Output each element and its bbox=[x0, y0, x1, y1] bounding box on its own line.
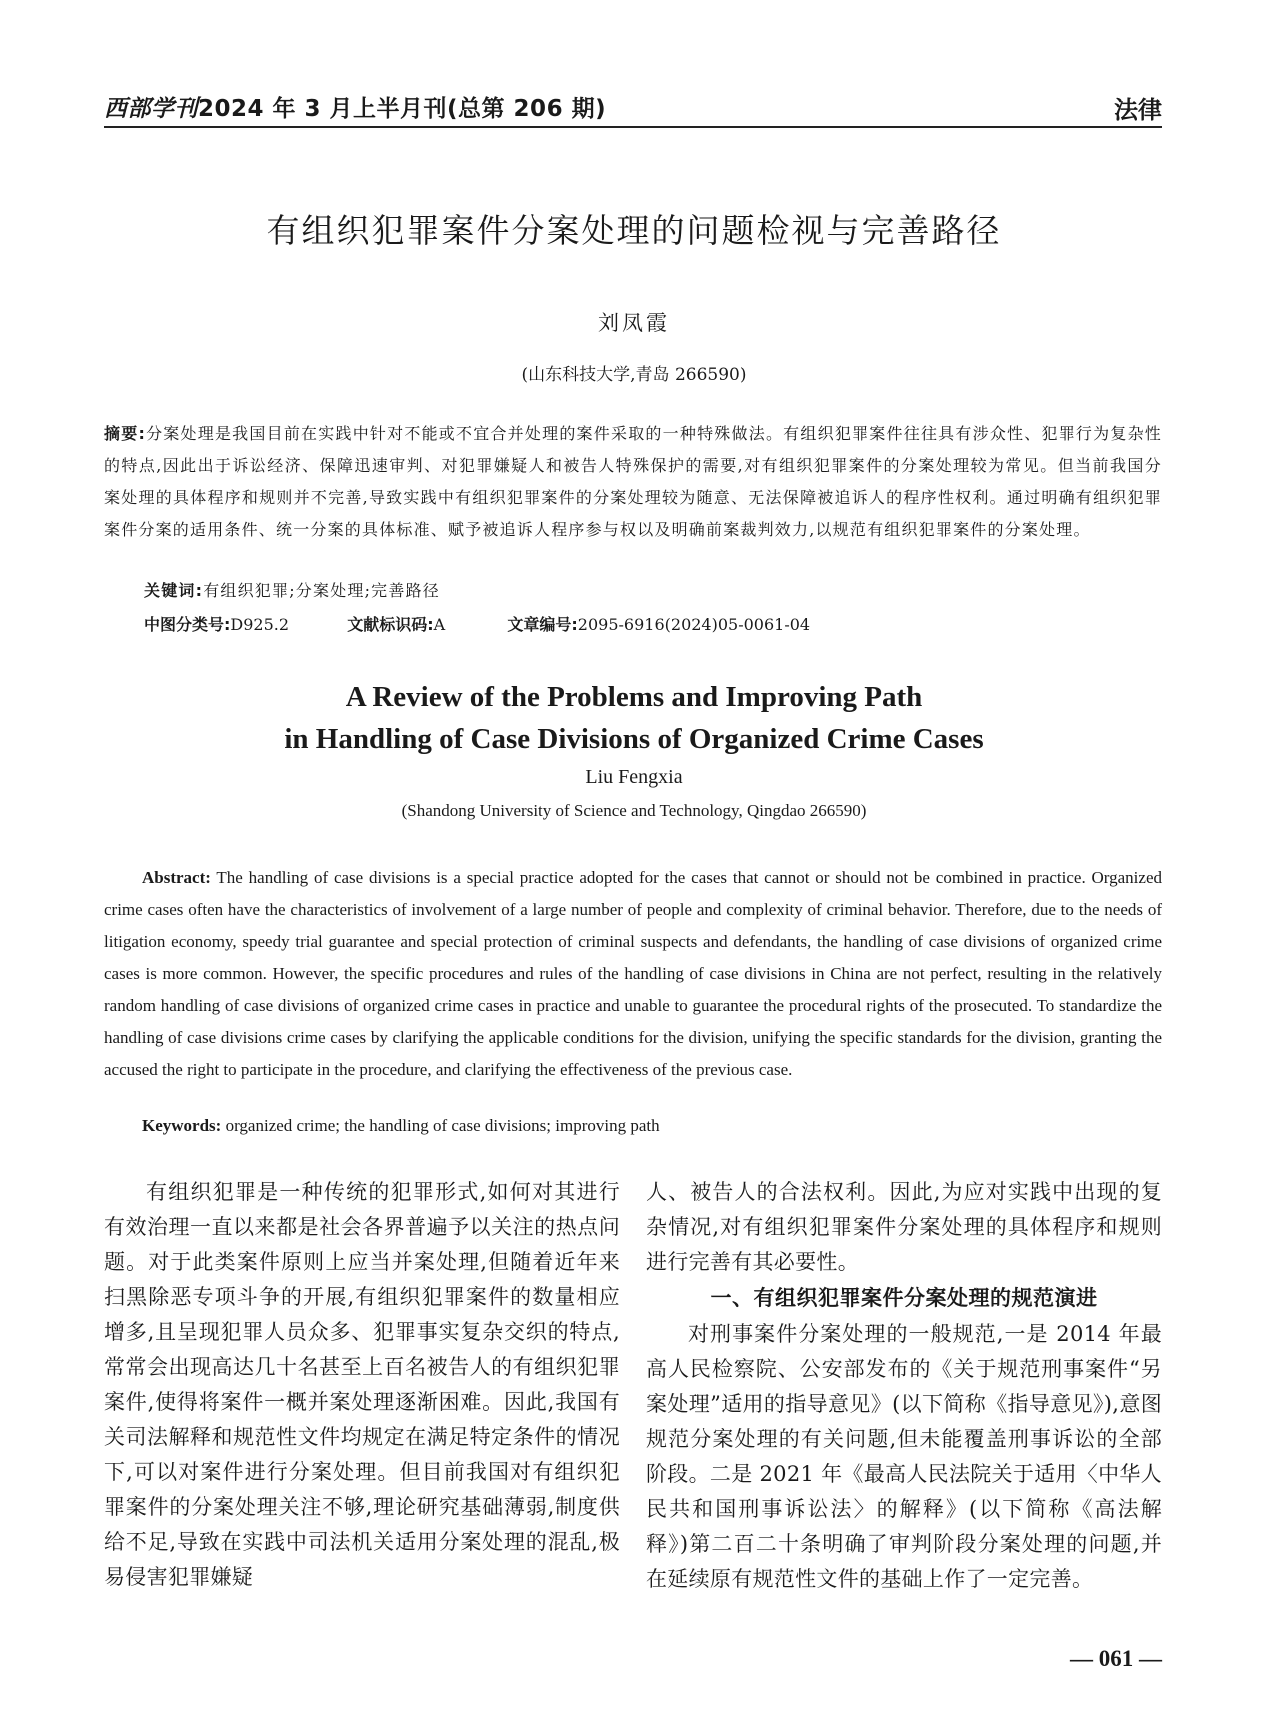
english-title bbox=[0, 676, 1268, 760]
page-number: — 061 — bbox=[1070, 1646, 1162, 1671]
chinese-keywords-label: 关键词: bbox=[144, 581, 204, 600]
doc-code-label: 文献标识码: bbox=[347, 615, 434, 634]
header-divider bbox=[104, 126, 1162, 128]
english-abstract-text: The handling of case divisions is a special practice adopted for the cases that cannot or should not be combined in practice. Organized crime cases often have the characteristics of involvement of a large number of people and complexity of criminal behavior. Therefore, due to the needs of litigation economy, speedy trial guarantee and special protection of criminal suspects and defendants, the handling of case divisions of organized crime cases is more common. However, the specific procedures and rules of the handling of case divisions in China are not perfect, resulting in the relatively random handling of case divisions of organized crime cases in practice and unable to guarantee the procedural rights of the prosecuted. To standardize the handling of case divisions crime cases by clarifying the applicable conditions for the division, unifying the specific standards for the division, granting the accused the right to participate in the procedure, and clarifying the effectiveness of the previous case. bbox=[104, 868, 1162, 1079]
body-column-right bbox=[646, 1175, 1162, 1597]
chinese-keywords bbox=[144, 578, 440, 601]
chinese-title: 有组织犯罪案件分案处理的问题检视与完善路径 bbox=[266, 211, 1002, 250]
chinese-abstract bbox=[104, 418, 1162, 546]
journal-logo: 西部学刊 bbox=[104, 95, 198, 122]
doc-code-value: A bbox=[433, 615, 446, 634]
chinese-abstract-label: 摘要: bbox=[104, 424, 147, 443]
article-no-value: 2095-6916(2024)05-0061-04 bbox=[577, 615, 811, 634]
english-affiliation: (Shandong University of Science and Technology, Qingdao 266590) bbox=[401, 801, 867, 820]
chinese-keywords-text: 有组织犯罪;分案处理;完善路径 bbox=[203, 581, 440, 600]
english-abstract bbox=[104, 862, 1162, 1086]
journal-issue bbox=[104, 90, 606, 123]
english-keywords bbox=[142, 1116, 660, 1136]
english-author: Liu Fengxia bbox=[585, 766, 683, 788]
running-header bbox=[104, 86, 1162, 126]
chinese-affiliation: (山东科技大学,青岛 266590) bbox=[521, 365, 747, 385]
classification-line bbox=[144, 612, 810, 635]
english-keywords-text: organized crime; the handling of case divisions; improving path bbox=[221, 1116, 660, 1135]
clc-label: 中图分类号: bbox=[144, 615, 231, 634]
section-heading: 一、有组织犯罪案件分案处理的规范演进 bbox=[710, 1286, 1098, 1310]
intro-paragraph: 有组织犯罪是一种传统的犯罪形式,如何对其进行有效治理一直以来都是社会各界普遍予以关注的热点问题。对于此类案件原则上应当并案处理,但随着近年来扫黑除恶专项斗争的开展,有组织犯罪案件的数量相应增多,且呈现犯罪人员众多、犯罪事实复杂交织的特点,常常会出现高达几十名甚至上百名被告人的有组织犯罪案件,使得将案件一概并案处理逐渐困难。因此,我国有关司法解释和规范性文件均规定在满足特定条件的情况下,可以对案件进行分案处理。但目前我国对有组织犯罪案件的分案处理关注不够,理论研究基础薄弱,制度供给不足,导致在实践中司法机关适用分案处理的混乱,极易侵害犯罪嫌疑 bbox=[104, 1180, 620, 1589]
section-paragraph: 对刑事案件分案处理的一般规范,一是 2014 年最高人民检察院、公安部发布的《关于规范刑事案件“另案处理”适用的指导意见》(以下简称《指导意见》),意图规范分案处理的有关问题,但未能覆盖刑事诉讼的全部阶段。二是 2021 年《最高人民法院关于适用〈中华人民共和国刑事诉讼法〉的解释》(以下简称《高法解释》)第二百二十条明确了审判阶段分案处理的问题,并在延续原有规范性文件的基础上作了一定完善。 bbox=[646, 1322, 1162, 1591]
clc-value: D925.2 bbox=[230, 615, 290, 634]
section-label: 法律 bbox=[1114, 96, 1162, 124]
english-title-line1: A Review of the Problems and Improving Path bbox=[345, 681, 923, 713]
english-keywords-label: Keywords: bbox=[142, 1116, 222, 1135]
article-no-label: 文章编号: bbox=[507, 615, 578, 634]
body-column-left bbox=[104, 1175, 620, 1595]
english-title-line2: in Handling of Case Divisions of Organized Crime Cases bbox=[284, 723, 984, 755]
chinese-abstract-text: 分案处理是我国目前在实践中针对不能或不宜合并处理的案件采取的一种特殊做法。有组织犯罪案件往往具有涉众性、犯罪行为复杂性的特点,因此出于诉讼经济、保障迅速审判、对犯罪嫌疑人和被告人特殊保护的需要,对有组织犯罪案件的分案处理较为常见。但当前我国分案处理的具体程序和规则并不完善,导致实践中有组织犯罪案件的分案处理较为随意、无法保障被追诉人的程序性权利。通过明确有组织犯罪案件分案的适用条件、统一分案的具体标准、赋予被追诉人程序参与权以及明确前案裁判效力,以规范有组织犯罪案件的分案处理。 bbox=[104, 424, 1162, 539]
issue-info: 2024 年 3 月上半月刊(总第 206 期) bbox=[198, 96, 607, 122]
english-abstract-label: Abstract: bbox=[142, 868, 211, 887]
chinese-author: 刘凤霞 bbox=[598, 311, 670, 335]
intro-paragraph-continued: 人、被告人的合法权利。因此,为应对实践中出现的复杂情况,对有组织犯罪案件分案处理的具体程序和规则进行完善有其必要性。 bbox=[646, 1180, 1162, 1274]
